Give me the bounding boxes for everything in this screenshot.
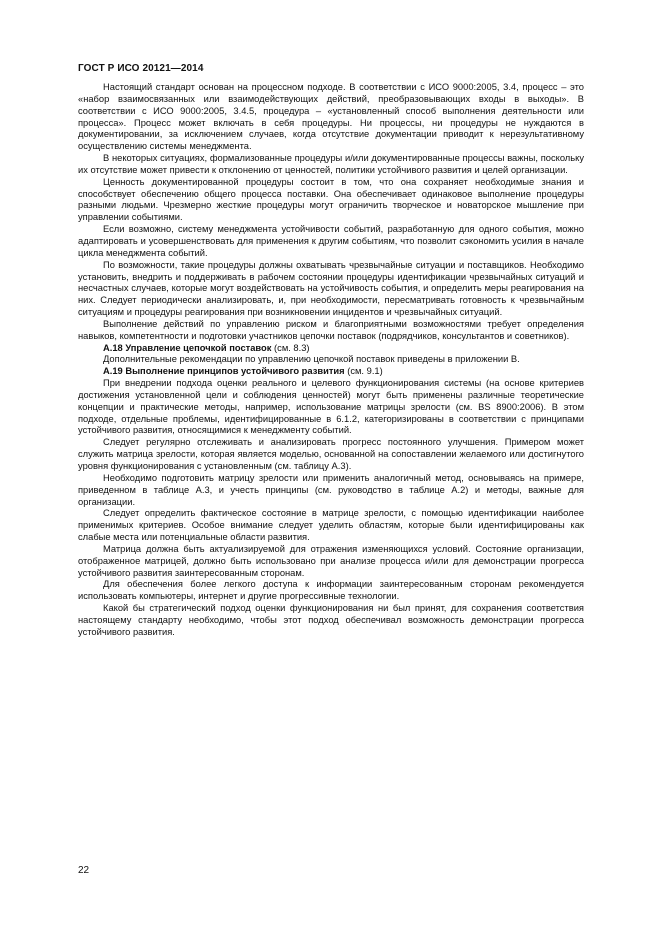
heading-a18-reference: (см. 8.3) — [271, 342, 310, 353]
section-heading-a18 — [78, 343, 584, 355]
paragraph-emergencies: По возможности, такие процедуры должны охватывать чрезвычайные ситуации и поставщиков. Необходимо установить, внедрить и поддерживать в рабочем состоянии процедуры идентификации чрезвычайных ситуаций и несчастных случаев, которые могут воздействовать на устойчивость события, и определить меры реагирования на них. Следует периодически анализировать, и, при необходимости, пересматривать готовность к чрезвычайным ситуациям и процедуры реагирования при возникновении инцидентов и чрезвычайных ситуаций. — [78, 259, 584, 318]
paragraph-documented-procedure-value: Ценность документированной процедуры состоит в том, что она сохраняет необходимые знания и способствует обеспечению общего процесса поставки. Она обеспечивает одинаковое выполнение процедуры разными людьми. Чрезмерно жесткие процедуры могут ограничить творческое и новаторское мышление при управлении событиями. — [78, 176, 584, 223]
paragraph-actual-state: Следует определить фактическое состояние в матрице зрелости, с помощью идентификации наиболее применимых критериев. Особое внимание следует уделить областям, которые были идентифицированы как слабые места или потенциальные области развития. — [78, 508, 584, 543]
heading-a19-reference: (см. 9.1) — [344, 366, 383, 377]
paragraph-strategic-approach: Какой бы стратегический подход оценки функционирования ни был принят, для сохранения соответствия настоящему стандарту необходимо, чтобы этот подход обеспечивал возможность демонстрации прогресса устойчивого развития. — [78, 603, 584, 637]
document-header: ГОСТ Р ИСО 20121—2014 — [78, 63, 204, 74]
paragraph-prepare-matrix: Необходимо подготовить матрицу зрелости или применить аналогичный метод, основываясь на примере, приведенном в таблице А.3, и учесть принципы (см. руководство в таблице А.2) и методы, важные для организации. — [78, 472, 584, 507]
document-body — [78, 82, 584, 639]
page-number: 22 — [78, 865, 90, 876]
heading-a18-title: А.18 Управление цепочкой поставок — [103, 342, 272, 353]
paragraph-process-approach: Настоящий стандарт основан на процессном подходе. В соответствии с ИСО 9000:2005, 3.4, процесс – это «набор взаимосвязанных или взаимодействующих действий, преобразовывающих входы в выходы». В соответствии с ИСО 9000:2005, 3.4.5, процедура – «установленный способ выполнения деятельности или процесса». Процесс может включать в себя процедуры. Ни процессы, ни процедуры не нуждаются в документировании, за исключением случаев, когда отсутствие документации приводит к нерезультативному осуществлению системы менеджмента. — [78, 82, 584, 152]
paragraph-supply-chain-recommendations: Дополнительные рекомендации по управлению цепочкой поставок приведены в приложении В. — [103, 354, 520, 365]
section-heading-a19 — [78, 366, 584, 378]
paragraph-formal-procedures: В некоторых ситуациях, формализованные процедуры и/или документированные процессы важны, поскольку их отсутствие может привести к отклонению от ценностей, политики устойчивого развития и целей организации. — [78, 153, 584, 175]
paragraph-supply-chain-skills: Выполнение действий по управлению риском и благоприятными возможностями требует определения навыков, компетентности и подготовки участников цепочки поставок (подрядчиков, консультантов и советников). — [78, 318, 584, 341]
paragraph-matrix-update: Матрица должна быть актуализируемой для отражения изменяющихся условий. Состояние организации, отображенное матрицей, должно быть использовано при анализе процесса и/или для демонстрации прогресса устойчивого развития заинтересованным сторонам. — [78, 543, 584, 578]
heading-a19-title: А.19 Выполнение принципов устойчивого развития — [103, 366, 345, 377]
paragraph-progress-monitoring: Следует регулярно отслеживать и анализировать прогресс постоянного улучшения. Примером может служить матрица зрелости, которая является моделью, основанной на сопоставлении желаемого или достигнутого уровня функционирования с установленным (см. таблицу А.3). — [78, 437, 584, 471]
paragraph-maturity-matrix-approach: При внедрении подхода оценки реального и целевого функционирования системы (на основе критериев достижения установленной цели и соблюдения ценностей) могут быть применены различные теоретические концепции и практические методы, например, использование матрицы зрелости (см. BS 8900:2006). В этом подходе, отдельные проблемы, идентифицированные в 6.1.2, категоризированы в соответствии с принципами устойчивого развития, относящимися к менеджменту событий. — [78, 378, 584, 436]
paragraph-information-access: Для обеспечения более легкого доступа к информации заинтересованным сторонам рекомендуется использовать компьютеры, интернет и другие прогрессивные технологии. — [78, 579, 584, 602]
paragraph-adaptation: Если возможно, систему менеджмента устойчивости событий, разработанную для одного события, можно адаптировать и усовершенствовать для применения к другим событиям, что позволит сэкономить усилия в начале цикла менеджмента событий. — [78, 224, 584, 258]
